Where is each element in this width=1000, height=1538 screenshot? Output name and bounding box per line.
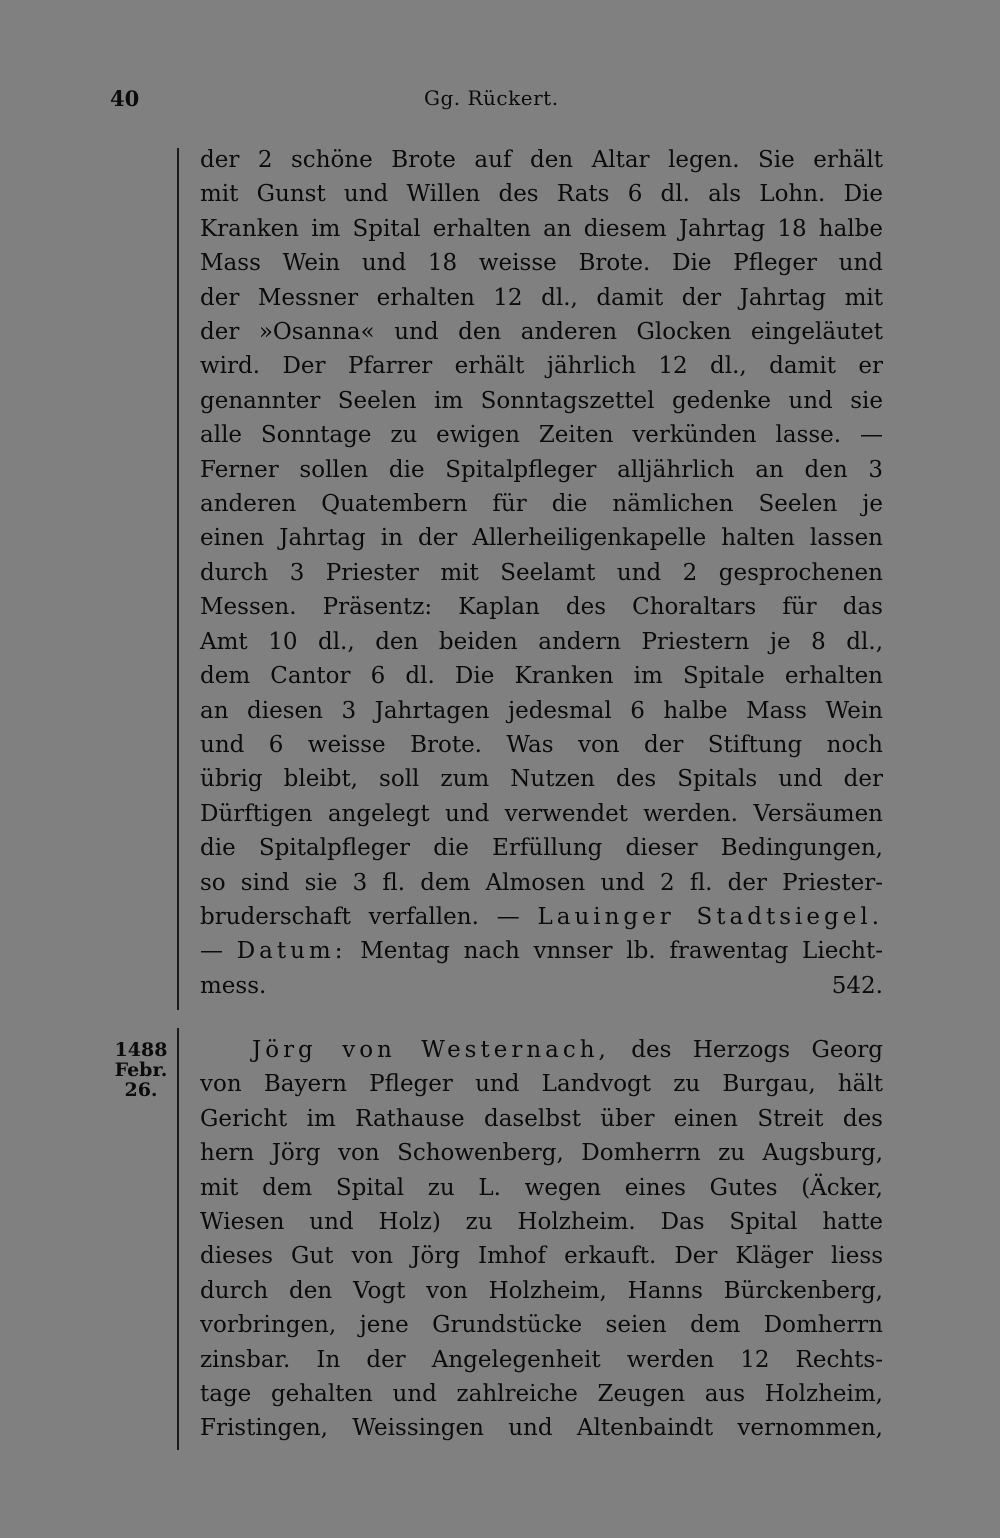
text-line: Mass Wein und 18 weisse Brote. Die Pfleger und (200, 250, 883, 277)
closing-word: mess. (200, 972, 267, 999)
opening-rest: des Herzogs Georg (631, 1037, 883, 1063)
document-number: 542. (831, 972, 883, 999)
datum-line (200, 934, 883, 968)
text-line: Messen. Präsentz: Kaplan des Choraltars für das (200, 594, 883, 621)
running-head: Gg. Rückert. (424, 86, 559, 110)
text-line: die Spitalpfleger die Erfüllung dieser Bedingungen, (200, 835, 883, 862)
margin-date-year: 1488 (114, 1039, 168, 1061)
seal-line (200, 900, 883, 934)
text-line: Fristingen, Weissingen und Altenbaindt vernommen, (200, 1415, 883, 1442)
text-line: hern Jörg von Schowenberg, Domherrn zu Augsburg, (200, 1140, 883, 1167)
margin-date-month: Febr. (114, 1059, 168, 1081)
text-line: der »Osanna« und den anderen Glocken eingeläutet (200, 319, 883, 346)
text-line: dem Cantor 6 dl. Die Kranken im Spitale erhalten (200, 663, 883, 690)
paragraph-block-2 (200, 1033, 883, 1446)
text-line: vorbringen, jene Grundstücke seien dem Domherrn (200, 1312, 883, 1339)
text-line: Ferner sollen die Spitalpfleger alljährlich an den 3 (200, 456, 883, 483)
datum-text: Mentag nach vnnser lb. frawentag Liecht- (360, 938, 884, 965)
text-line: der 2 schöne Brote auf den Altar legen. Sie erhält (200, 147, 883, 173)
closing-line (200, 969, 883, 1003)
datum-label: Datum: (236, 938, 347, 965)
margin-rule-upper (177, 148, 179, 1010)
text-line: genannter Seelen im Sonntagszettel gedenke und sie (200, 387, 883, 414)
text-line: tage gehalten und zahlreiche Zeugen aus Holzheim, (200, 1381, 883, 1408)
seal-line-prefix: bruderschaft verfallen. — (200, 903, 520, 930)
entry-opening-line (200, 1033, 883, 1067)
text-line: Dürftigen angelegt und verwendet werden. Versäumen (200, 800, 883, 827)
margin-date-note (110, 1040, 172, 1100)
margin-date-day: 26. (124, 1079, 158, 1101)
text-line: alle Sonntage zu ewigen Zeiten verkünden lasse. — (200, 422, 883, 449)
text-line: zinsbar. In der Angelegenheit werden 12 Rechts- (200, 1346, 883, 1373)
text-line: Wiesen und Holz) zu Holzheim. Das Spital hatte (200, 1209, 883, 1236)
text-line: so sind sie 3 fl. dem Almosen und 2 fl. der Priester- (200, 869, 883, 896)
text-line: mit dem Spital zu L. wegen eines Gutes (Äcker, (200, 1174, 883, 1201)
text-line: übrig bleibt, soll zum Nutzen des Spitals und der (200, 766, 883, 793)
text-line: Kranken im Spital erhalten an diesem Jahrtag 18 halbe (200, 215, 883, 242)
text-line: und 6 weisse Brote. Was von der Stiftung noch (200, 731, 883, 758)
text-line: an diesen 3 Jahrtagen jedesmal 6 halbe Mass Wein (200, 697, 883, 724)
datum-dash: — (200, 938, 223, 965)
page-number: 40 (110, 86, 140, 111)
text-line: durch den Vogt von Holzheim, Hanns Bürckenberg, (200, 1277, 883, 1304)
text-line: mit Gunst und Willen des Rats 6 dl. als Lohn. Die (200, 181, 883, 208)
text-line: anderen Quatembern für die nämlichen Seelen je (200, 491, 883, 518)
text-line: von Bayern Pfleger und Landvogt zu Burgau, hält (200, 1071, 883, 1098)
text-line: durch 3 Priester mit Seelamt und 2 gesprochenen (200, 559, 883, 586)
text-line: dieses Gut von Jörg Imhof erkauft. Der Kläger liess (200, 1243, 883, 1270)
text-line: Gericht im Rathause daselbst über einen Streit des (200, 1105, 883, 1132)
margin-rule-lower (177, 1028, 179, 1450)
text-line: Amt 10 dl., den beiden andern Priestern je 8 dl., (200, 628, 883, 655)
text-line: wird. Der Pfarrer erhält jährlich 12 dl., damit er (200, 353, 883, 380)
text-line: einen Jahrtag in der Allerheiligenkapelle halten lassen (200, 525, 883, 552)
seal-name: Lauinger Stadtsiegel. (537, 903, 883, 930)
paragraph-block-1 (200, 143, 883, 1003)
person-name: Jörg von Westernach, (252, 1037, 610, 1063)
text-line: der Messner erhalten 12 dl., damit der Jahrtag mit (200, 284, 883, 311)
